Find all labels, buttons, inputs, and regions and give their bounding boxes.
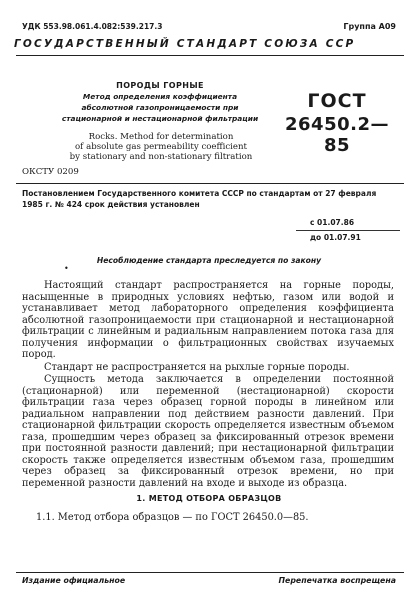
title-rule [16, 183, 404, 184]
title-line-2: Метод определения коэффициента [82, 92, 238, 101]
footer-rule [16, 572, 404, 573]
state-standard-banner: ГОСУДАРСТВЕННЫЙ СТАНДАРТ СОЮЗА ССР [14, 38, 356, 50]
group-code: Группа А09 [343, 22, 396, 31]
title-line-1: ПОРОДЫ ГОРНЫЕ [116, 81, 204, 90]
title-line-3: абсолютной газопроницаемости при [81, 103, 239, 112]
english-title [56, 132, 266, 162]
okstu-code: ОКСТУ 0209 [22, 167, 79, 177]
body-paragraph-exclusion: Стандарт не распространяется на рыхлые горные породы. [44, 361, 350, 373]
english-title-line-3: by stationary and non-stationary filtration [69, 152, 253, 162]
gost-number: 26450.2—85 [285, 114, 389, 156]
official-edition-label: Издание официальное [22, 576, 126, 585]
clause-1-1: 1.1. Метод отбора образцов — по ГОСТ 26450.0—85. [36, 512, 309, 523]
english-title-line-2: of absolute gas permeability coefficient [74, 142, 248, 152]
decree-text: Постановлением Государственного комитета СССР по стандартам от 27 февраля 1985 г. № 424 срок действия установлен [22, 189, 377, 209]
dot-mark: • [64, 264, 69, 273]
title-line-4: стационарной и нестационарной фильтрации [61, 114, 259, 123]
non-observance-note: Несоблюдение стандарта преследуется по закону [96, 256, 322, 265]
gost-label: ГОСТ [307, 90, 367, 112]
gost-designation [272, 90, 402, 156]
body-paragraph-scope: Настоящий стандарт распространяется на горные породы, насыщенные в природных условиях нефтью, газом или водой и устанавливает метод лабораторного определения коэффициента абсолютной газопроницаемости при стационарной и нестационарной фильтрации с линейным и радиальным направлением потока газа для получения информации о фильтрационных свойствах изучаемых пород. [22, 280, 394, 360]
date-divider [296, 230, 400, 231]
russian-title [60, 80, 260, 124]
section-heading: 1. МЕТОД ОТБОРА ОБРАЗЦОВ [136, 494, 282, 503]
english-title-line-1: Rocks. Method for determination [88, 132, 234, 142]
validity-date-from: с 01.07.86 [310, 218, 355, 227]
body-text [22, 280, 394, 489]
reprint-prohibited-label: Перепечатка воспрещена [278, 576, 396, 585]
udk-code: УДК 553.98.061.4.082:539.217.3 [22, 22, 163, 31]
header-rule [16, 55, 404, 56]
validity-date-to: до 01.07.91 [310, 233, 361, 242]
body-paragraph-method: Сущность метода заключается в определении постоянной (стационарной) или переменной (нестационарной) скорости фильтрации газа через образец горной породы в линейном или радиальном направлении под действием разности давлений. При стационарной фильтрации скорость определяется известным объемом газа, прошедшим через образец за фиксированный отрезок времени при постоянной разности давлений; при нестационарной фильтрации скорость также определяется известным объемом газа, прошедшим через образец за фиксированный отрезок времени, но при переменной разности давлений на входе и выходе из образца. [22, 374, 394, 489]
